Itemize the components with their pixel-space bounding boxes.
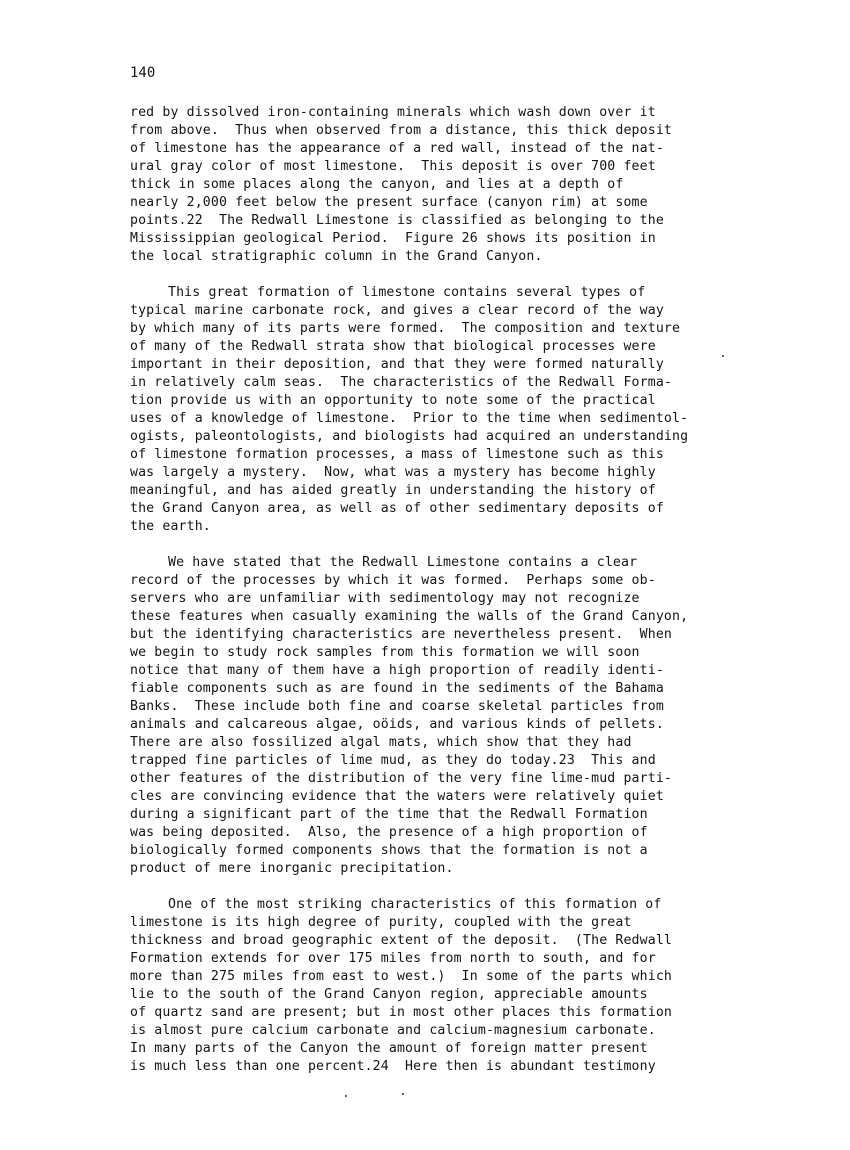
text-line: other features of the distribution of the very fine lime-mud parti-: [130, 771, 672, 786]
text-line: animals and calcareous algae, oöids, and various kinds of pellets.: [130, 717, 664, 732]
text-line: important in their deposition, and that they were formed naturally: [130, 357, 664, 372]
text-line: notice that many of them have a high proportion of readily identi-: [130, 663, 664, 678]
paragraph-1: [130, 104, 730, 266]
text-line: ogists, paleontologists, and biologists had acquired an understanding: [130, 429, 689, 444]
text-line: the local stratigraphic column in the Grand Canyon.: [130, 249, 543, 264]
text-line: of limestone has the appearance of a red wall, instead of the nat-: [130, 141, 664, 156]
text-line: of limestone formation processes, a mass of limestone such as this: [130, 447, 664, 462]
text-line: thickness and broad geographic extent of the deposit. (The Redwall: [130, 933, 672, 948]
paragraph-3: [130, 554, 730, 878]
scan-speck: [722, 355, 724, 357]
paragraph-2: [130, 284, 730, 536]
scan-speck: [345, 1095, 347, 1097]
text-line: Formation extends for over 175 miles from north to south, and for: [130, 951, 656, 966]
text-line: during a significant part of the time that the Redwall Formation: [130, 807, 648, 822]
text-line: is almost pure calcium carbonate and calcium-magnesium carbonate.: [130, 1023, 656, 1038]
text-line: record of the processes by which it was formed. Perhaps some ob-: [130, 573, 656, 588]
text-line: these features when casually examining the walls of the Grand Canyon,: [130, 609, 689, 624]
text-line: red by dissolved iron-containing minerals which wash down over it: [130, 105, 656, 120]
text-line: We have stated that the Redwall Limestone contains a clear: [168, 555, 638, 570]
text-line: fiable components such as are found in the sediments of the Bahama: [130, 681, 664, 696]
text-line: ural gray color of most limestone. This deposit is over 700 feet: [130, 159, 656, 174]
text-line: the Grand Canyon area, as well as of other sedimentary deposits of: [130, 501, 664, 516]
text-line: This great formation of limestone contains several types of: [168, 285, 646, 300]
text-line: limestone is its high degree of purity, coupled with the great: [130, 915, 632, 930]
text-line: of quartz sand are present; but in most other places this formation: [130, 1005, 672, 1020]
text-line: was being deposited. Also, the presence of a high proportion of: [130, 825, 648, 840]
text-line: trapped fine particles of lime mud, as they do today.23 This and: [130, 753, 656, 768]
text-line: was largely a mystery. Now, what was a mystery has become highly: [130, 465, 656, 480]
text-line: Banks. These include both fine and coarse skeletal particles from: [130, 699, 664, 714]
text-line: cles are convincing evidence that the waters were relatively quiet: [130, 789, 664, 804]
text-line: product of mere inorganic precipitation.: [130, 861, 454, 876]
text-line: tion provide us with an opportunity to note some of the practical: [130, 393, 656, 408]
paragraph-4: [130, 896, 730, 1076]
text-line: is much less than one percent.24 Here then is abundant testimony: [130, 1059, 656, 1074]
text-line: of many of the Redwall strata show that biological processes were: [130, 339, 656, 354]
text-line: meaningful, and has aided greatly in understanding the history of: [130, 483, 656, 498]
text-line: from above. Thus when observed from a distance, this thick deposit: [130, 123, 672, 138]
text-line: by which many of its parts were formed. The composition and texture: [130, 321, 681, 336]
text-line: servers who are unfamiliar with sedimentology may not recognize: [130, 591, 640, 606]
text-line: the earth.: [130, 519, 211, 534]
text-line: thick in some places along the canyon, and lies at a depth of: [130, 177, 624, 192]
text-line: we begin to study rock samples from this formation we will soon: [130, 645, 640, 660]
text-line: lie to the south of the Grand Canyon region, appreciable amounts: [130, 987, 648, 1002]
page-number: 140: [130, 65, 156, 81]
text-line: more than 275 miles from east to west.) In some of the parts which: [130, 969, 672, 984]
text-line: but the identifying characteristics are nevertheless present. When: [130, 627, 672, 642]
body-text: [130, 104, 730, 1076]
text-line: uses of a knowledge of limestone. Prior to the time when sedimentol-: [130, 411, 689, 426]
scan-speck: [402, 1093, 404, 1095]
text-line: nearly 2,000 feet below the present surface (canyon rim) at some: [130, 195, 648, 210]
text-line: typical marine carbonate rock, and gives a clear record of the way: [130, 303, 664, 318]
text-line: points.22 The Redwall Limestone is classified as belonging to the: [130, 213, 664, 228]
text-line: biologically formed components shows that the formation is not a: [130, 843, 648, 858]
text-line: in relatively calm seas. The characteristics of the Redwall Forma-: [130, 375, 672, 390]
text-line: There are also fossilized algal mats, which show that they had: [130, 735, 632, 750]
text-line: In many parts of the Canyon the amount of foreign matter present: [130, 1041, 648, 1056]
text-line: One of the most striking characteristics of this formation of: [168, 897, 662, 912]
text-line: Mississippian geological Period. Figure 26 shows its position in: [130, 231, 656, 246]
